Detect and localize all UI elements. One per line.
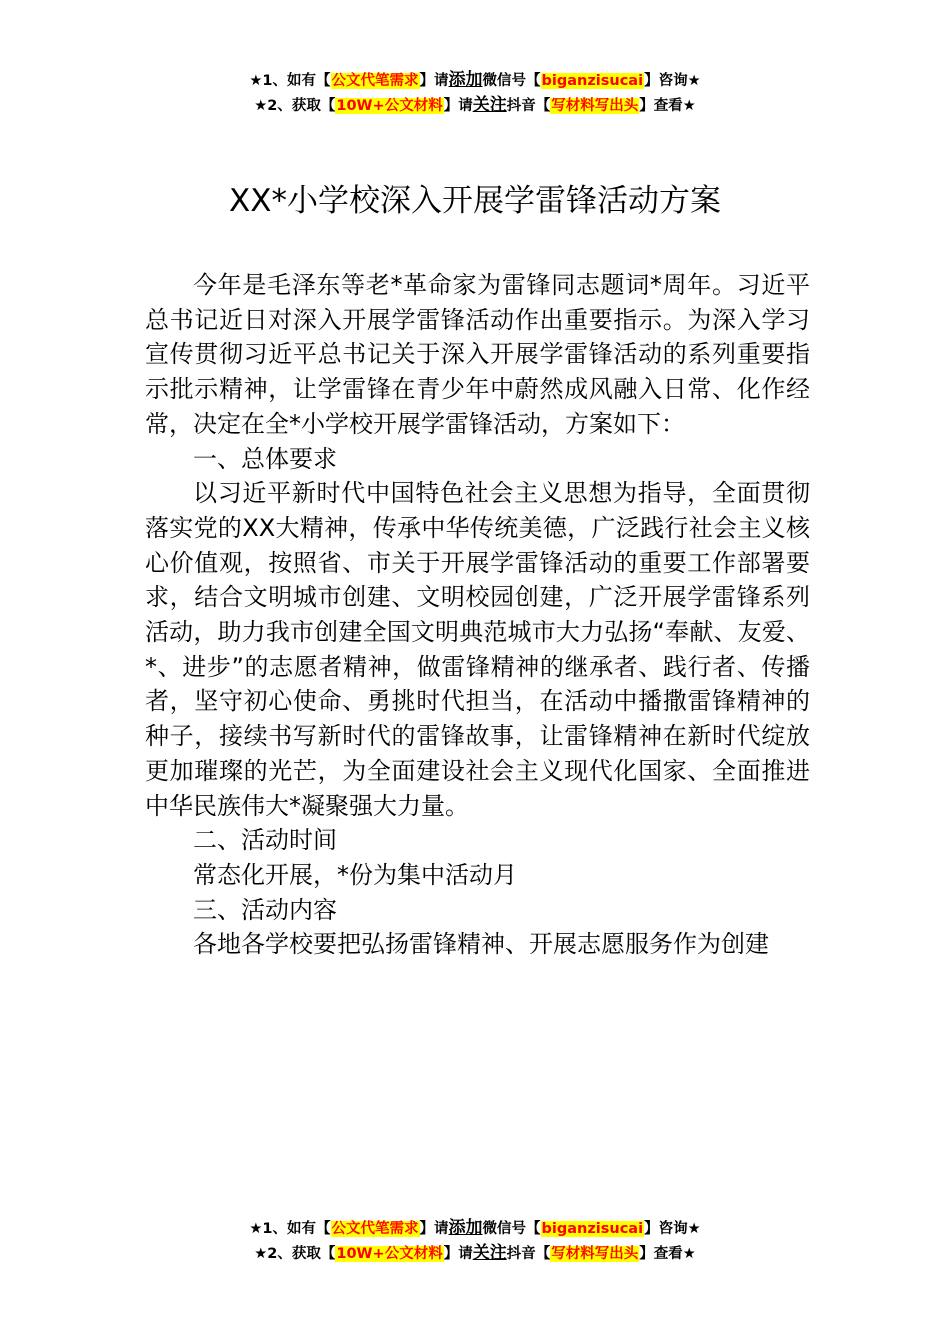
document-title: XX*小学校深入开展学雷锋活动方案 [229, 183, 721, 219]
header-banner [0, 68, 950, 118]
section-heading-2: 二、活动时间 [193, 826, 337, 855]
banner-highlight: 公文代笔需求 [331, 1221, 419, 1237]
banner-highlight: biganzisucai [541, 1221, 644, 1237]
banner-line-2: ★2、获取【10W+公文材料】请关注抖音【写材料写出头】查看★ [254, 1243, 696, 1263]
banner-highlight: 公文代笔需求 [331, 73, 419, 89]
banner-line-1: ★1、如有【公文代笔需求】请添加微信号【biganzisucai】咨询★ [249, 70, 701, 90]
intro-paragraph: 今年是毛泽东等老*革命家为雷锋同志题词*周年。习近平总书记近日对深入开展学雷锋活动作出重要指示。为深入学习宣传贯彻习近平总书记关于深入开展学雷锋活动的系列重要指示批示精神，让学雷锋在青少年中蔚然成风融入日常、化作经常，决定在全*小学校开展学雷锋活动，方案如下： [145, 271, 810, 438]
banner-highlight: 10W+公文材料 [336, 1246, 443, 1262]
section-2-paragraph: 常态化开展，*份为集中活动月 [193, 860, 517, 889]
banner-highlight: 写材料写出头 [551, 1246, 639, 1262]
banner-highlight: 10W+公文材料 [336, 98, 443, 114]
section-heading-1: 一、总体要求 [193, 444, 337, 473]
section-1-paragraph: 以习近平新时代中国特色社会主义思想为指导，全面贯彻落实党的XX大精神，传承中华传统美德，广泛践行社会主义核心价值观，按照省、市关于开展学雷锋活动的重要工作部署要求，结合文明城市创建、文明校园创建，广泛开展学雷锋系列活动，助力我市创建全国文明典范城市大力弘扬“奉献、友爱、*、进步”的志愿者精神，做雷锋精神的继承者、践行者、传播者，坚守初心使命、勇挑时代担当，在活动中播撒雷锋精神的种子，接续书写新时代的雷锋故事，让雷锋精神在新时代绽放更加璀璨的光芒，为全面建设社会主义现代化国家、全面推进中华民族伟大*凝聚强大力量。 [145, 479, 810, 820]
banner-highlight: biganzisucai [541, 73, 644, 89]
footer-banner [0, 1216, 950, 1266]
banner-highlight: 写材料写出头 [551, 98, 639, 114]
banner-line-2: ★2、获取【10W+公文材料】请关注抖音【写材料写出头】查看★ [254, 95, 696, 115]
document-body [145, 268, 810, 962]
section-heading-3: 三、活动内容 [193, 895, 337, 924]
section-3-paragraph: 各地各学校要把弘扬雷锋精神、开展志愿服务作为创建 [193, 930, 769, 959]
banner-line-1: ★1、如有【公文代笔需求】请添加微信号【biganzisucai】咨询★ [249, 1218, 701, 1238]
